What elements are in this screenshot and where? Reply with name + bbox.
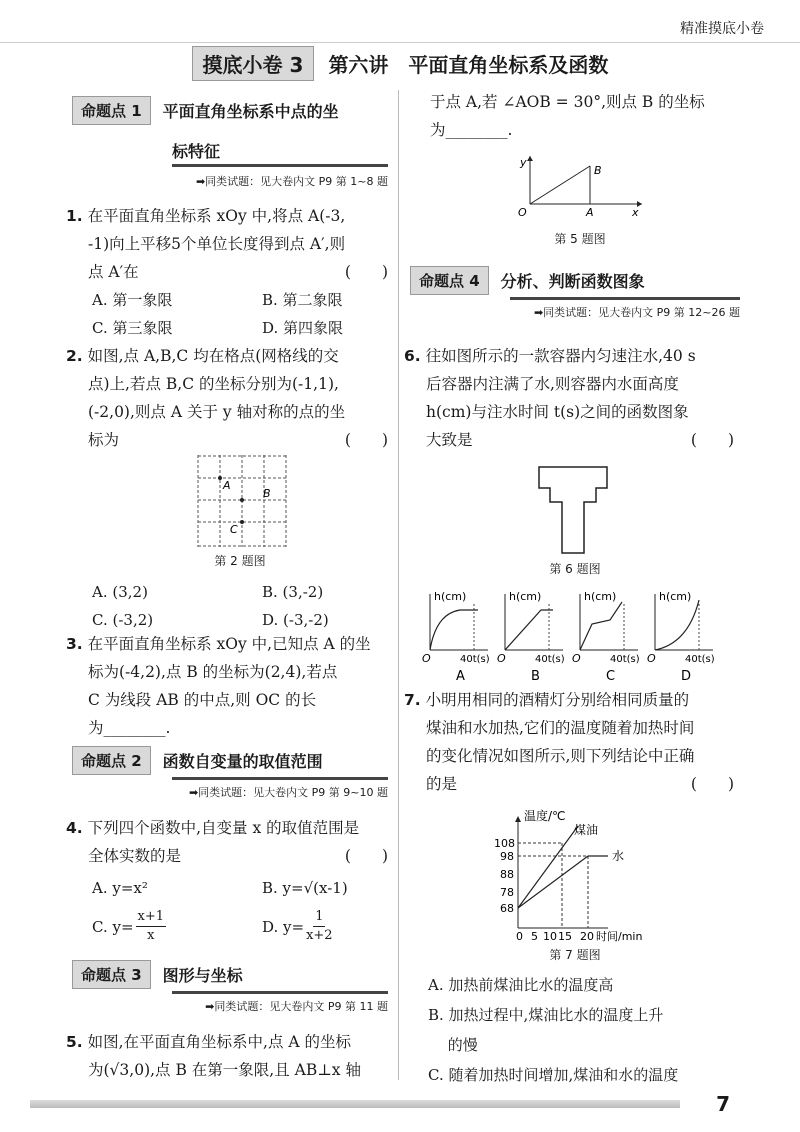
section-2-rule	[172, 777, 388, 780]
q4-option-d-denominator: x+2	[306, 928, 333, 943]
section-1-tag: 命题点 1	[72, 96, 151, 125]
q7-text-line: 小明用相同的酒精灯分别给相同质量的	[425, 691, 690, 709]
q6-text-line: 后容器内注满了水,则容器内水面高度	[426, 375, 679, 393]
q1-answer-blank: ( )	[344, 263, 388, 281]
section-3-rule	[172, 991, 388, 994]
q6-graph-c	[572, 590, 640, 684]
q2-text-line: (-2,0),则点 A 关于 y 轴对称的点的坐	[88, 403, 346, 421]
q7-option-a: A. 加热前煤油比水的温度高	[428, 976, 614, 994]
q5-text-line: 于点 A,若 ∠AOB = 30°,则点 B 的坐标	[430, 93, 705, 111]
q1-option-b: B. 第二象限	[262, 291, 343, 309]
q7-kerosene-label: 煤油	[574, 823, 599, 837]
q4-option-c-numerator: x+1	[136, 908, 167, 927]
q4-option-d-prefix: D. y=	[262, 917, 305, 936]
section-1-reference: ➡同类试题：见大卷内文 P9 第 1~8 题	[195, 175, 388, 188]
q7-ytick: 88	[500, 868, 514, 881]
q2-option-d: D. (-3,-2)	[262, 611, 329, 629]
q6-curve	[655, 600, 699, 650]
q6-origin: O	[647, 652, 656, 665]
q7-xtick: 10	[543, 930, 557, 943]
q7-number: 7.	[404, 691, 421, 709]
q6-text-line: 大致是	[426, 431, 473, 449]
q6-graph-b	[497, 590, 565, 684]
section-2-header	[72, 746, 388, 800]
q3-text-line: C 为线段 AB 的中点,则 OC 的长	[88, 691, 317, 709]
q6-graphs-svg	[422, 588, 722, 684]
question-2	[66, 342, 388, 454]
q5-label-o: O	[518, 206, 527, 219]
q6-choice-label: D	[681, 669, 692, 684]
q7-temperature-graph	[488, 808, 668, 948]
q7-ytick: 108	[494, 837, 515, 850]
q6-text-line: 往如图所示的一款容器内匀速注水,40 s	[425, 347, 696, 365]
q6-choice-label: C	[606, 669, 616, 684]
q2-label-a: A	[223, 479, 231, 492]
q5-label-a: A	[586, 206, 594, 219]
q6-ylabel: h(cm)	[509, 590, 542, 603]
q3-number: 3.	[66, 635, 83, 653]
section-1-rule	[172, 164, 388, 167]
q7-options	[428, 970, 738, 1090]
section-2-title: 函数自变量的取值范围	[162, 752, 323, 771]
q6-xlabel: 40t(s)	[460, 654, 490, 665]
lecture-title: 第六讲 平面直角坐标系及函数	[328, 53, 609, 77]
q2-answer-blank: ( )	[344, 431, 388, 449]
q7-text-line: 的是	[426, 775, 458, 793]
q6-number: 6.	[404, 347, 421, 365]
footer-bar	[30, 1100, 680, 1108]
section-3-tag: 命题点 3	[72, 960, 151, 989]
q6-origin: O	[497, 652, 506, 665]
page-title	[0, 46, 800, 81]
q6-ylabel: h(cm)	[434, 590, 467, 603]
q7-xtick: 15	[558, 930, 572, 943]
q6-curve	[505, 610, 553, 650]
q1-text-line: 在平面直角坐标系 xOy 中,将点 A(-3,	[87, 207, 346, 225]
q7-ytick: 68	[500, 902, 514, 915]
q2-text-line: 点)上,若点 B,C 的坐标分别为(-1,1),	[88, 375, 339, 393]
section-1-header	[72, 96, 388, 189]
section-1-title: 平面直角坐标系中点的坐	[162, 102, 339, 121]
q4-option-b: B. y=√(x-1)	[262, 879, 348, 897]
q1-option-c: C. 第三象限	[92, 319, 173, 337]
page-number: 7	[716, 1092, 730, 1116]
section-4-tag: 命题点 4	[410, 266, 489, 295]
question-6	[404, 342, 734, 454]
q1-text-line: -1)向上平移5个单位长度得到点 A′,则	[88, 235, 346, 253]
q7-xtick: 5	[531, 930, 538, 943]
q6-ylabel: h(cm)	[584, 590, 617, 603]
q5-text-line: 为________.	[430, 121, 513, 139]
q4-option-d	[262, 908, 402, 945]
q7-xtick: 20	[580, 930, 594, 943]
q3-text-line: 标为(-4,2),点 B 的坐标为(2,4),若点	[88, 663, 338, 681]
section-3-reference: ➡同类试题：见大卷内文 P9 第 11 题	[205, 1000, 388, 1013]
q5-text-line: 如图,在平面直角坐标系中,点 A 的坐标	[87, 1033, 352, 1051]
header-series-title: 精准摸底小卷	[680, 21, 764, 37]
q5-label-b: B	[594, 164, 602, 177]
q4-text-line: 下列四个函数中,自变量 x 的取值范围是	[87, 819, 360, 837]
q6-choice-graphs	[422, 588, 722, 684]
q7-ytick: 78	[500, 886, 514, 899]
q4-text-line: 全体实数的是	[88, 847, 182, 865]
q4-option-c-denominator: x	[147, 928, 155, 943]
q7-text-line: 煤油和水加热,它们的温度随着加热时间	[426, 719, 695, 737]
quiz-badge: 摸底小卷 3	[192, 46, 315, 81]
section-4-title: 分析、判断函数图象	[500, 272, 645, 291]
question-1	[66, 202, 388, 342]
q6-xlabel: 40t(s)	[535, 654, 565, 665]
q6-choice-label: B	[531, 669, 540, 684]
q7-xlabel: 时间/min	[596, 930, 643, 943]
q2-option-b: B. (3,-2)	[262, 583, 324, 601]
q2-option-a: A. (3,2)	[92, 583, 148, 601]
q5-figure	[510, 152, 650, 226]
q5-number: 5.	[66, 1033, 83, 1051]
q6-origin: O	[422, 652, 431, 665]
q5-text-line: 为(√3,0),点 B 在第一象限,且 AB⊥x 轴	[88, 1061, 361, 1079]
q4-option-d-numerator: 1	[313, 908, 325, 927]
question-4	[66, 814, 388, 945]
q1-number: 1.	[66, 207, 83, 225]
q1-option-d: D. 第四象限	[262, 319, 344, 337]
q6-ylabel: h(cm)	[659, 590, 692, 603]
q6-caption: 第 6 题图	[549, 562, 601, 576]
section-4-reference: ➡同类试题：见大卷内文 P9 第 12~26 题	[533, 306, 740, 319]
q1-option-a: A. 第一象限	[92, 291, 173, 309]
q2-label-c: C	[230, 523, 238, 536]
question-7	[404, 686, 734, 798]
q7-option-b-cont: 的慢	[428, 1036, 478, 1054]
q2-caption: 第 2 题图	[214, 554, 266, 568]
q6-curve	[430, 610, 478, 650]
q3-text-line: 在平面直角坐标系 xOy 中,已知点 A 的坐	[87, 635, 371, 653]
q6-graph-a	[422, 590, 490, 684]
q3-text-line: 为________.	[88, 719, 171, 737]
question-3	[66, 630, 388, 742]
section-4-header	[410, 266, 740, 320]
q4-option-a: A. y=x²	[92, 879, 148, 897]
q7-caption: 第 7 题图	[549, 948, 601, 962]
q1-text-line: 点 A′在	[88, 263, 139, 281]
q4-number: 4.	[66, 819, 83, 837]
q2-options	[92, 578, 402, 634]
header-divider	[0, 42, 800, 43]
section-4-rule	[510, 297, 740, 300]
section-3-title: 图形与坐标	[162, 966, 243, 985]
q7-option-c: C. 随着加热时间增加,煤油和水的温度	[428, 1066, 679, 1084]
section-1-title-cont: 标特征	[172, 142, 221, 161]
q6-answer-blank: ( )	[690, 431, 734, 449]
section-2-reference: ➡同类试题：见大卷内文 P9 第 9~10 题	[188, 786, 388, 799]
q2-label-b: B	[263, 487, 271, 500]
q7-ylabel: 温度/℃	[524, 809, 566, 823]
q2-grid-figure	[190, 455, 290, 551]
section-2-tag: 命题点 2	[72, 746, 151, 775]
section-3-header	[72, 960, 388, 1014]
q6-xlabel: 40t(s)	[610, 654, 640, 665]
q6-container-figure	[538, 466, 608, 558]
q7-text-line: 的变化情况如图所示,则下列结论中正确	[426, 747, 695, 765]
q4-option-c	[92, 908, 262, 945]
q7-option-b: B. 加热过程中,煤油比水的温度上升	[428, 1006, 664, 1024]
q7-answer-blank: ( )	[690, 775, 734, 793]
q7-xtick: 0	[516, 930, 523, 943]
q4-option-c-prefix: C. y=	[92, 917, 134, 936]
q6-choice-label: A	[456, 669, 465, 684]
q5-caption: 第 5 题图	[554, 232, 606, 246]
question-5-continued	[430, 88, 730, 144]
q6-curve	[580, 602, 622, 650]
q6-text-line: h(cm)与注水时间 t(s)之间的函数图象	[426, 403, 689, 421]
q5-label-x: x	[632, 206, 639, 219]
q5-label-y: y	[520, 156, 527, 169]
q7-water-label: 水	[612, 849, 625, 863]
q2-option-c: C. (-3,2)	[92, 611, 154, 629]
q2-text-line: 如图,点 A,B,C 均在格点(网格线的交	[87, 347, 339, 365]
q6-origin: O	[572, 652, 581, 665]
q6-graph-d	[647, 590, 715, 684]
q2-text-line: 标为	[88, 431, 120, 449]
question-5	[66, 1028, 388, 1084]
q2-number: 2.	[66, 347, 83, 365]
q7-ytick: 98	[500, 850, 514, 863]
q4-answer-blank: ( )	[344, 847, 388, 865]
q6-xlabel: 40t(s)	[685, 654, 715, 665]
